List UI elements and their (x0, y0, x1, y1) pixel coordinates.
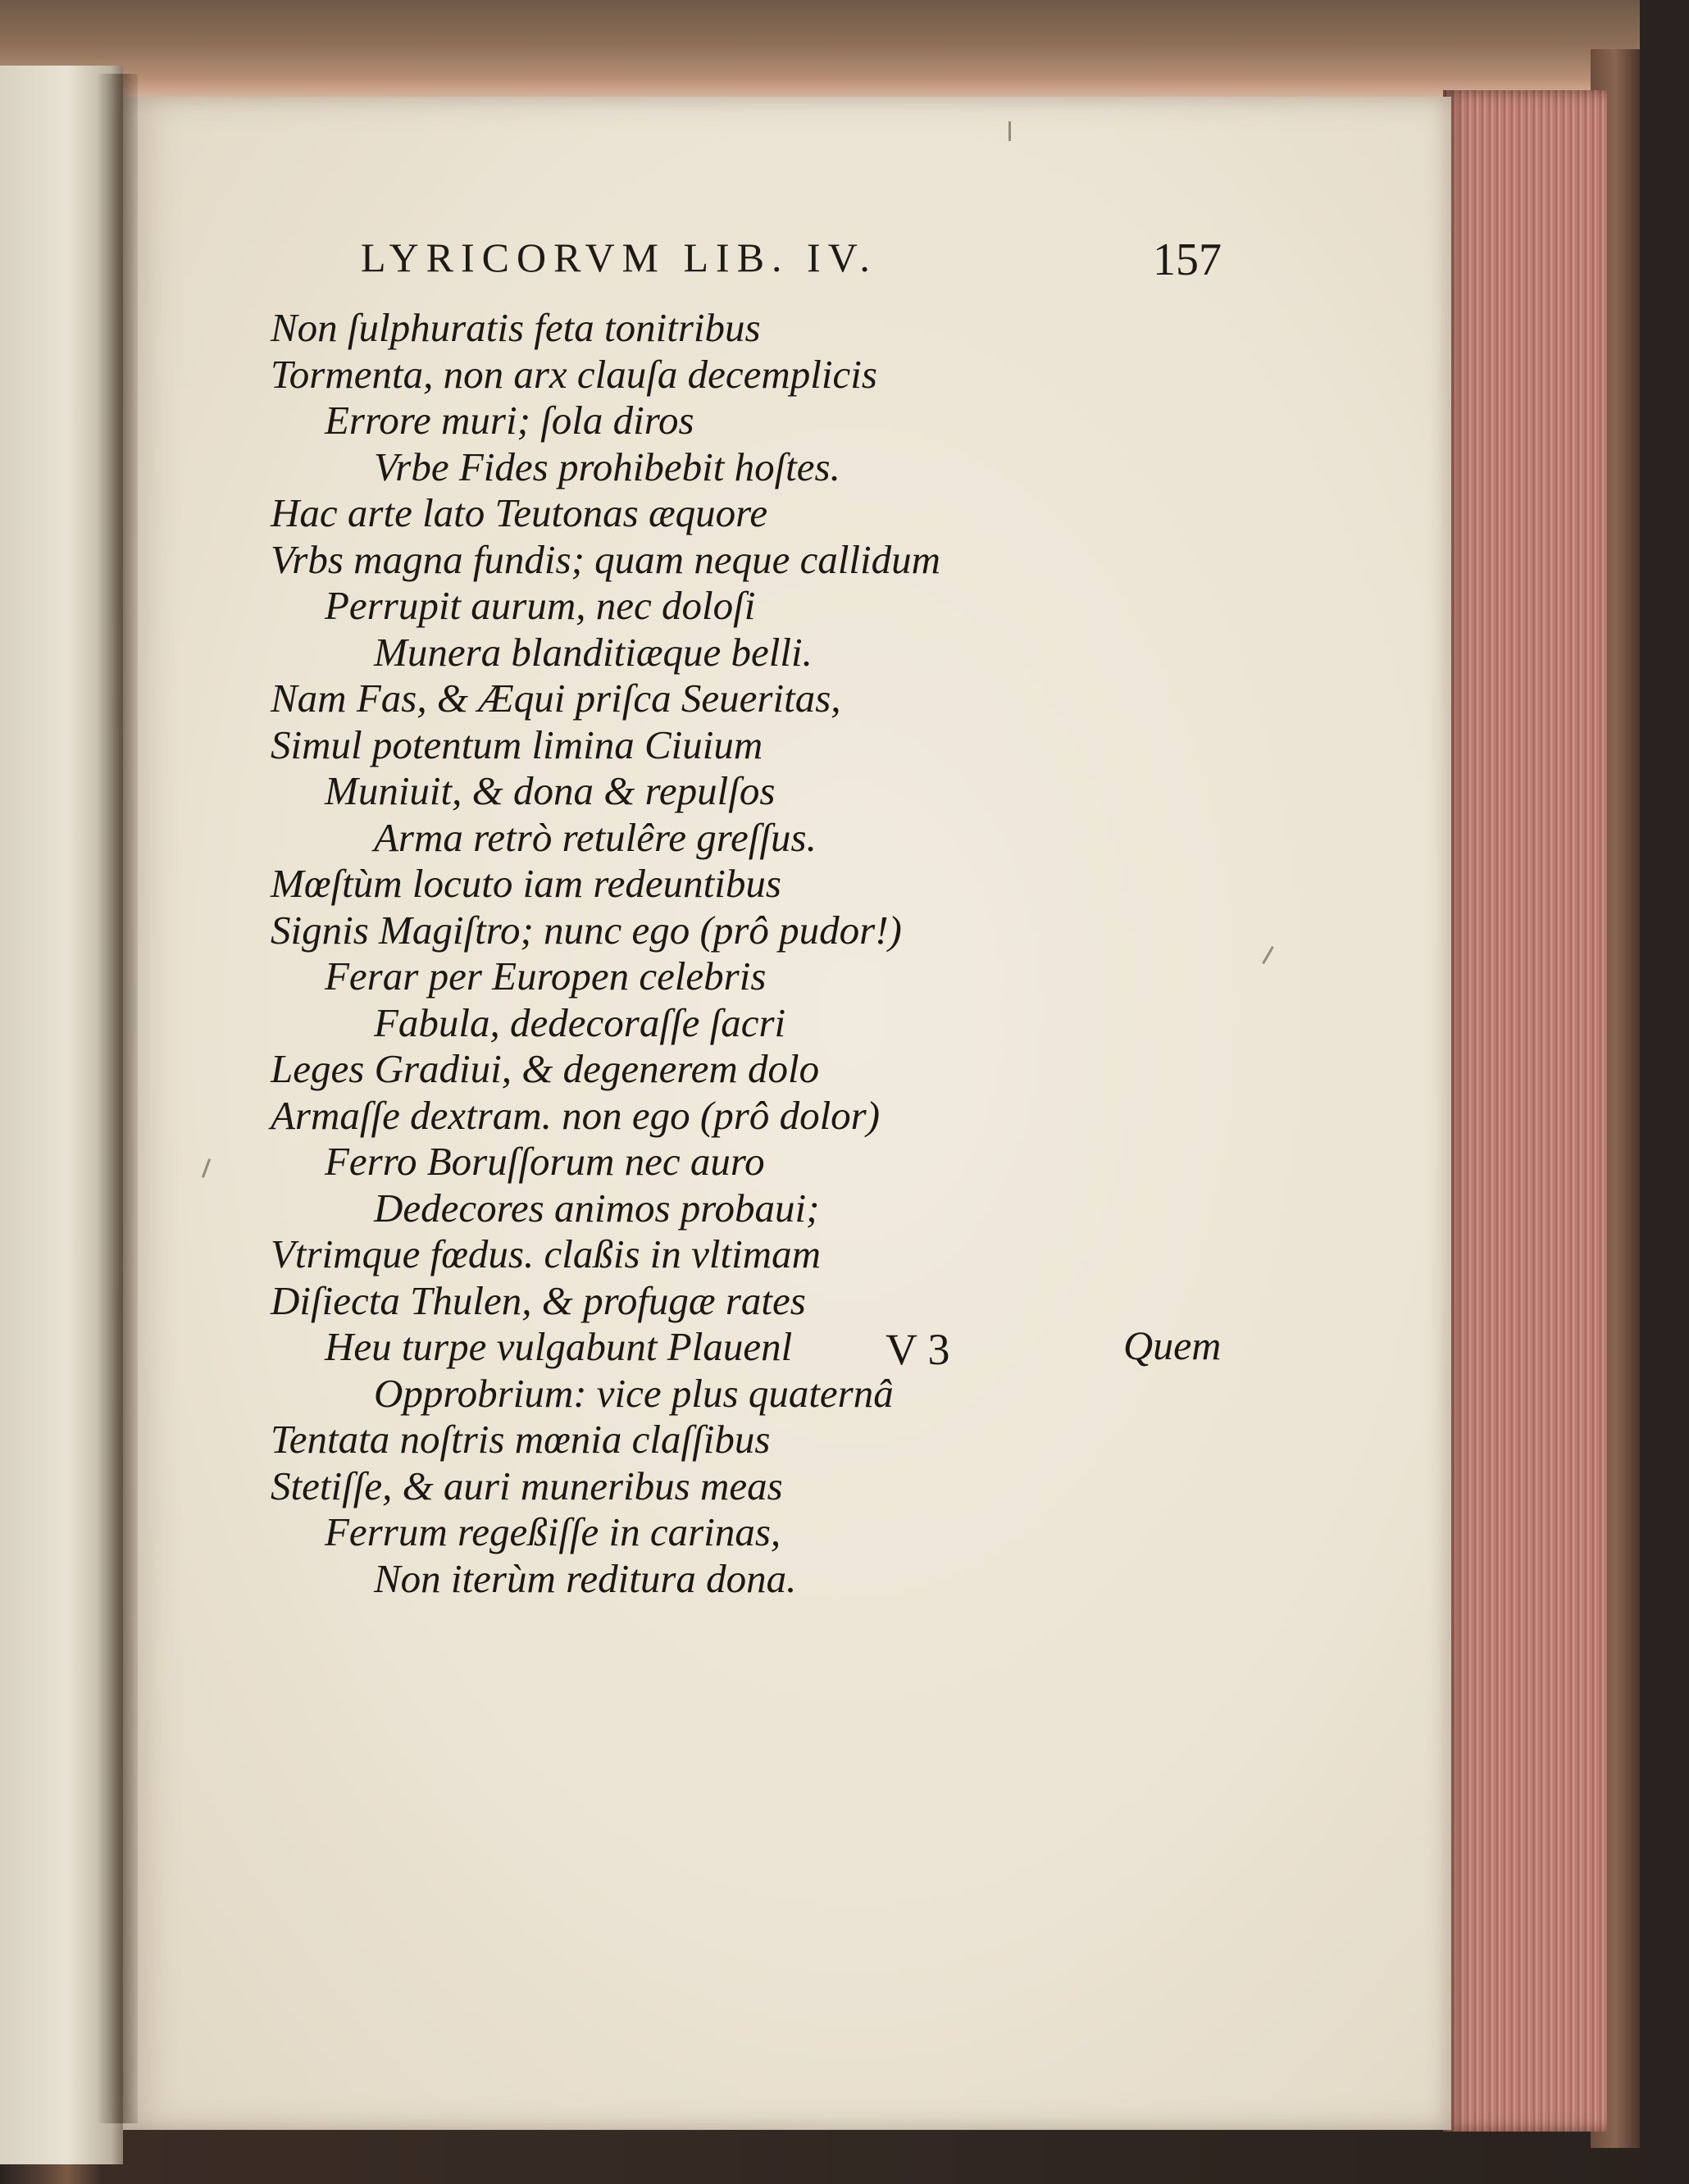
book-top-edge (0, 0, 1640, 98)
verse-line: Vtrimque fœdus. claßis in vltimam (271, 1231, 821, 1276)
verse-line: Dedecores animos probaui; (374, 1185, 820, 1231)
verse-line: Ferro Boruſſorum nec auro (325, 1139, 765, 1184)
verse-line: Non iterùm reditura dona. (374, 1555, 797, 1601)
verse-line: Tormenta, non arx clauſa decemplicis (271, 351, 877, 397)
verse-line: Tentata noſtris mœnia claſſibus (271, 1417, 771, 1462)
verse-line: Hac arte lato Teutonas æquore (271, 490, 768, 535)
verse-line: Ferar per Europen celebris (325, 953, 767, 999)
book-gutter-shadow (97, 74, 138, 2123)
verse-line: Armaſſe dextram. non ego (prô dolor) (271, 1092, 881, 1138)
running-title: LYRICORVM LIB. IV. (361, 234, 877, 280)
verse-line: Ferrum regeßiſſe in carinas, (325, 1509, 781, 1554)
verse-line: Heu turpe vulgabunt Plauenl (325, 1324, 793, 1369)
verse-line: Mœſtùm locuto iam redeuntibus (271, 861, 781, 906)
verse-line: Fabula, dedecoraſſe ſacri (374, 999, 786, 1045)
verse-line: Leges Gradiui, & degenerem dolo (271, 1046, 820, 1091)
page-header (361, 234, 1246, 307)
signature-mark: V 3 (885, 1325, 950, 1374)
verse-line: Vrbs magna fundis; quam neque callidum (271, 536, 941, 582)
verse-line: Stetiſſe, & auri muneribus meas (271, 1463, 783, 1508)
verse-line: Munera blanditiæque belli. (374, 629, 813, 675)
verse-line: Simul potentum limina Ciuium (271, 721, 763, 767)
verse-line: Signis Magiſtro; nunc ego (prô pudor!) (271, 907, 902, 953)
verse-line: Opprobrium: vice plus quaternâ (374, 1370, 894, 1416)
catchword: Quem (1123, 1322, 1222, 1368)
verse-line: Non ſulphuratis feta tonitribus (271, 305, 761, 350)
paper-speck (202, 1158, 211, 1178)
verse-line: Diſiecta Thulen, & profugæ rates (271, 1277, 806, 1323)
verse-line: Perrupit aurum, nec doloſi (325, 583, 756, 628)
verse-text (271, 305, 1287, 1602)
verse-line: Muniuit, & dona & repulſos (325, 768, 776, 813)
verse-line: Nam Fas, & Æqui priſca Seueritas, (271, 676, 841, 721)
red-page-edges (1443, 90, 1607, 2132)
verse-line: Vrbe Fides prohibebit hoſtes. (374, 444, 840, 489)
verse-line: Errore muri; ſola diros (325, 398, 694, 443)
page-number: 157 (1153, 234, 1222, 285)
paper-speck (1008, 121, 1011, 141)
verse-line: Arma retrò retulêre greſſus. (374, 814, 817, 860)
